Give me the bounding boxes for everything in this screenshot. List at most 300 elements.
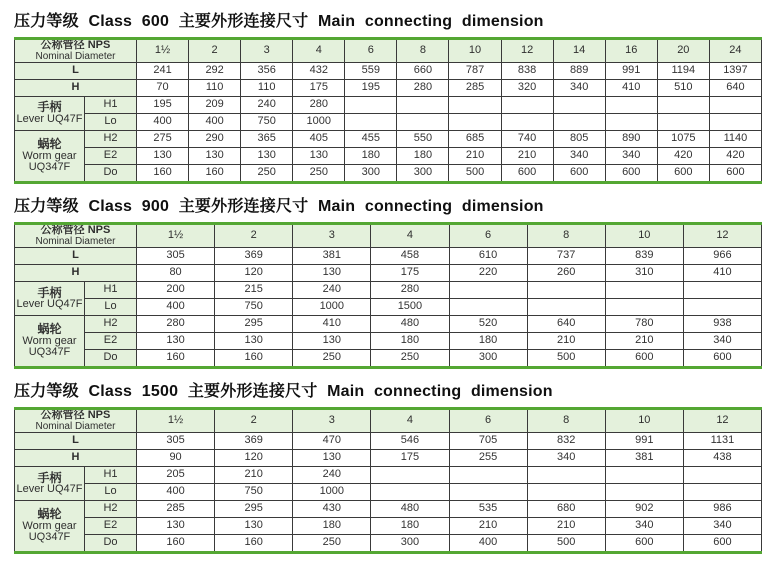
value-cell: 400 [189,114,241,131]
value-cell: 737 [527,248,605,265]
table-section-class1500 [14,382,763,554]
value-cell: 455 [345,131,397,148]
value-cell: 240 [293,282,371,299]
value-cell: 356 [241,63,293,80]
value-cell: 305 [137,248,215,265]
value-cell: 600 [683,535,761,553]
label-line-en: Nominal Diameter [35,420,116,432]
value-cell: 130 [215,333,293,350]
value-cell: 780 [605,316,683,333]
value-cell: 600 [605,350,683,368]
blank-cell [605,484,683,501]
value-cell: 130 [293,265,371,282]
value-cell: 195 [345,80,397,97]
value-cell: 160 [215,350,293,368]
value-cell: 550 [397,131,449,148]
value-cell: 340 [605,148,657,165]
blank-cell [501,97,553,114]
col-header-nps: 2 [215,224,293,248]
row-label: H [15,450,137,467]
value-cell: 458 [371,248,449,265]
label-line-en: Lever UQ47F [16,298,83,311]
col-header-nps: 12 [683,224,761,248]
value-cell: 180 [449,333,527,350]
value-cell: 685 [449,131,501,148]
blank-cell [449,299,527,316]
value-cell: 130 [189,148,241,165]
value-cell: 120 [215,450,293,467]
value-cell: 600 [605,535,683,553]
table-row [15,518,762,535]
spec-table [14,37,762,184]
value-cell: 381 [293,248,371,265]
table-row [15,165,762,183]
label-line-zh: 手柄 [37,285,62,300]
value-cell: 180 [293,518,371,535]
col-header-nps: 14 [553,39,605,63]
value-cell: 410 [605,80,657,97]
row-label: L [15,248,137,265]
value-cell: 991 [605,433,683,450]
value-cell: 787 [449,63,501,80]
table-row [15,265,762,282]
row-sublabel: Do [85,165,137,183]
value-cell: 255 [449,450,527,467]
col-header-nps: 6 [449,409,527,433]
blank-cell [371,484,449,501]
value-cell: 470 [293,433,371,450]
blank-cell [605,114,657,131]
table-title: 压力等级 Class 1500 主要外形连接尺寸 Main connecting dimension [14,383,553,401]
value-cell: 438 [683,450,761,467]
row-label: H [15,265,137,282]
label-line-en: UQ347F [28,346,71,359]
table-row [15,433,762,450]
value-cell: 250 [241,165,293,183]
col-header-nps: 4 [371,224,449,248]
value-cell: 400 [137,484,215,501]
col-header-nps: 24 [709,39,761,63]
value-cell: 902 [605,501,683,518]
value-cell: 480 [371,501,449,518]
label-line-zh: 蜗轮 [37,507,62,522]
header-row [15,409,762,433]
value-cell: 938 [683,316,761,333]
value-cell: 381 [605,450,683,467]
col-header-nps: 3 [241,39,293,63]
value-cell: 300 [397,165,449,183]
value-cell: 180 [371,333,449,350]
value-cell: 1397 [709,63,761,80]
col-header-nps: 16 [605,39,657,63]
blank-cell [527,484,605,501]
label-line-en: UQ347F [28,161,71,174]
blank-cell [345,114,397,131]
table-row [15,316,762,333]
label-line-zh: 公称管径 NPS [40,39,111,51]
group-label [15,467,85,501]
label-line-en: Lever UQ47F [16,113,83,126]
value-cell: 310 [605,265,683,282]
value-cell: 432 [293,63,345,80]
value-cell: 500 [449,165,501,183]
col-header-nps: 8 [397,39,449,63]
value-cell: 400 [137,114,189,131]
table-row [15,114,762,131]
row-sublabel: H2 [85,316,137,333]
value-cell: 1000 [293,114,345,131]
value-cell: 750 [215,299,293,316]
blank-cell [657,114,709,131]
value-cell: 839 [605,248,683,265]
table-row [15,450,762,467]
value-cell: 740 [501,131,553,148]
value-cell: 600 [657,165,709,183]
value-cell: 241 [137,63,189,80]
value-cell: 340 [553,80,605,97]
value-cell: 130 [137,148,189,165]
label-line-en: Worm gear [22,519,77,532]
col-header-nps: 3 [293,224,371,248]
value-cell: 369 [215,248,293,265]
table-row [15,535,762,553]
blank-cell [371,467,449,484]
row-sublabel: Do [85,535,137,553]
table-row [15,63,762,80]
label-line-zh: 公称管径 NPS [40,224,111,237]
row-sublabel: H2 [85,501,137,518]
col-header-nps: 2 [189,39,241,63]
col-header-nps: 10 [605,224,683,248]
value-cell: 535 [449,501,527,518]
value-cell: 160 [137,535,215,553]
col-header-nps: 6 [345,39,397,63]
value-cell: 300 [449,350,527,368]
value-cell: 210 [527,333,605,350]
value-cell: 340 [683,518,761,535]
value-cell: 600 [605,165,657,183]
col-header-nps: 1½ [137,224,215,248]
value-cell: 1000 [293,484,371,501]
value-cell: 300 [345,165,397,183]
value-cell: 180 [397,148,449,165]
value-cell: 805 [553,131,605,148]
value-cell: 510 [657,80,709,97]
value-cell: 966 [683,248,761,265]
row-sublabel: Lo [85,484,137,501]
row-sublabel: Lo [85,299,137,316]
value-cell: 832 [527,433,605,450]
value-cell: 340 [527,450,605,467]
value-cell: 340 [553,148,605,165]
table-title: 压力等级 Class 600 主要外形连接尺寸 Main connecting dimension [14,13,544,30]
value-cell: 640 [527,316,605,333]
blank-cell [553,114,605,131]
group-label [15,97,85,131]
value-cell: 130 [241,148,293,165]
col-header-nps: 3 [293,409,371,433]
value-cell: 205 [137,467,215,484]
value-cell: 991 [605,63,657,80]
nps-header-cell [15,39,137,63]
label-line-en: Worm gear [22,334,77,347]
value-cell: 410 [293,316,371,333]
label-line-en: Nominal Diameter [35,235,116,247]
table-row [15,467,762,484]
value-cell: 280 [397,80,449,97]
value-cell: 559 [345,63,397,80]
value-cell: 280 [293,97,345,114]
value-cell: 680 [527,501,605,518]
value-cell: 889 [553,63,605,80]
col-header-nps: 2 [215,409,293,433]
spec-table [14,222,762,369]
value-cell: 410 [683,265,761,282]
value-cell: 240 [293,467,371,484]
group-label [15,282,85,316]
value-cell: 340 [605,518,683,535]
row-sublabel: E2 [85,518,137,535]
table-row [15,148,762,165]
value-cell: 1131 [683,433,761,450]
blank-cell [527,467,605,484]
value-cell: 600 [683,350,761,368]
blank-cell [709,114,761,131]
value-cell: 660 [397,63,449,80]
value-cell: 260 [527,265,605,282]
col-header-nps: 1½ [137,409,215,433]
label-line-en: Lever UQ47F [16,483,83,496]
value-cell: 285 [137,501,215,518]
value-cell: 430 [293,501,371,518]
value-cell: 290 [189,131,241,148]
value-cell: 295 [215,501,293,518]
value-cell: 250 [293,535,371,553]
col-header-nps: 6 [449,224,527,248]
row-sublabel: H1 [85,97,137,114]
row-label: H [15,80,137,97]
table-section-class900 [14,197,763,369]
value-cell: 160 [137,165,189,183]
value-cell: 420 [709,148,761,165]
value-cell: 365 [241,131,293,148]
value-cell: 160 [137,350,215,368]
label-line-zh: 蜗轮 [37,137,62,152]
blank-cell [449,282,527,299]
value-cell: 600 [501,165,553,183]
value-cell: 750 [215,484,293,501]
row-sublabel: Lo [85,114,137,131]
value-cell: 1075 [657,131,709,148]
value-cell: 130 [293,148,345,165]
label-line-zh: 蜗轮 [37,322,62,337]
value-cell: 546 [371,433,449,450]
value-cell: 420 [657,148,709,165]
table-row [15,350,762,368]
value-cell: 280 [371,282,449,299]
blank-cell [501,114,553,131]
group-label [15,501,85,553]
value-cell: 210 [215,467,293,484]
label-line-en: UQ347F [28,531,71,544]
value-cell: 80 [137,265,215,282]
value-cell: 180 [345,148,397,165]
col-header-nps: 1½ [137,39,189,63]
value-cell: 500 [527,350,605,368]
value-cell: 610 [449,248,527,265]
col-header-nps: 8 [527,224,605,248]
blank-cell [527,299,605,316]
value-cell: 200 [137,282,215,299]
row-sublabel: Do [85,350,137,368]
table-title: 压力等级 Class 900 主要外形连接尺寸 Main connecting dimension [14,198,544,216]
blank-cell [553,97,605,114]
group-label [15,316,85,368]
header-row [15,39,762,63]
value-cell: 110 [241,80,293,97]
table-row [15,282,762,299]
value-cell: 120 [215,265,293,282]
value-cell: 305 [137,433,215,450]
value-cell: 1500 [371,299,449,316]
value-cell: 340 [683,333,761,350]
value-cell: 295 [215,316,293,333]
value-cell: 986 [683,501,761,518]
value-cell: 369 [215,433,293,450]
value-cell: 210 [449,518,527,535]
blank-cell [683,282,761,299]
value-cell: 110 [189,80,241,97]
blank-cell [683,484,761,501]
table-row [15,484,762,501]
value-cell: 175 [371,265,449,282]
value-cell: 600 [553,165,605,183]
header-row [15,224,762,248]
value-cell: 250 [371,350,449,368]
value-cell: 838 [501,63,553,80]
table-row [15,97,762,114]
label-line-en: Worm gear [22,149,77,162]
row-sublabel: E2 [85,333,137,350]
value-cell: 240 [241,97,293,114]
row-sublabel: H1 [85,282,137,299]
blank-cell [449,114,501,131]
col-header-nps: 12 [501,39,553,63]
blank-cell [709,97,761,114]
nps-header-cell [15,224,137,248]
row-sublabel: H2 [85,131,137,148]
blank-cell [397,114,449,131]
value-cell: 640 [709,80,761,97]
value-cell: 285 [449,80,501,97]
value-cell: 520 [449,316,527,333]
value-cell: 292 [189,63,241,80]
row-label: L [15,63,137,80]
col-header-nps: 4 [293,39,345,63]
value-cell: 90 [137,450,215,467]
blank-cell [605,97,657,114]
table-row [15,299,762,316]
blank-cell [605,299,683,316]
blank-cell [527,282,605,299]
value-cell: 750 [241,114,293,131]
spec-table [14,407,762,554]
col-header-nps: 10 [605,409,683,433]
col-header-nps: 20 [657,39,709,63]
value-cell: 209 [189,97,241,114]
value-cell: 250 [293,165,345,183]
value-cell: 480 [371,316,449,333]
value-cell: 890 [605,131,657,148]
blank-cell [683,299,761,316]
value-cell: 250 [293,350,371,368]
table-row [15,248,762,265]
nps-header-cell [15,409,137,433]
blank-cell [449,97,501,114]
row-label: L [15,433,137,450]
value-cell: 220 [449,265,527,282]
value-cell: 280 [137,316,215,333]
value-cell: 210 [527,518,605,535]
value-cell: 130 [137,333,215,350]
value-cell: 275 [137,131,189,148]
value-cell: 500 [527,535,605,553]
value-cell: 600 [709,165,761,183]
table-row [15,501,762,518]
table-row [15,333,762,350]
col-header-nps: 10 [449,39,501,63]
group-label [15,131,85,183]
blank-cell [449,484,527,501]
value-cell: 400 [137,299,215,316]
label-line-en: Nominal Diameter [35,50,116,62]
value-cell: 70 [137,80,189,97]
value-cell: 160 [189,165,241,183]
table-section-class600 [14,12,763,184]
value-cell: 130 [137,518,215,535]
value-cell: 705 [449,433,527,450]
blank-cell [605,467,683,484]
value-cell: 130 [293,450,371,467]
blank-cell [449,467,527,484]
value-cell: 175 [371,450,449,467]
label-line-zh: 手柄 [37,100,62,115]
col-header-nps: 12 [683,409,761,433]
value-cell: 320 [501,80,553,97]
row-sublabel: H1 [85,467,137,484]
value-cell: 1140 [709,131,761,148]
table-row [15,80,762,97]
value-cell: 1194 [657,63,709,80]
value-cell: 210 [605,333,683,350]
value-cell: 130 [215,518,293,535]
value-cell: 160 [215,535,293,553]
value-cell: 1000 [293,299,371,316]
value-cell: 175 [293,80,345,97]
row-sublabel: E2 [85,148,137,165]
value-cell: 300 [371,535,449,553]
value-cell: 180 [371,518,449,535]
blank-cell [683,467,761,484]
label-line-zh: 手柄 [37,470,62,485]
table-row [15,131,762,148]
col-header-nps: 8 [527,409,605,433]
blank-cell [345,97,397,114]
blank-cell [397,97,449,114]
value-cell: 195 [137,97,189,114]
col-header-nps: 4 [371,409,449,433]
value-cell: 130 [293,333,371,350]
